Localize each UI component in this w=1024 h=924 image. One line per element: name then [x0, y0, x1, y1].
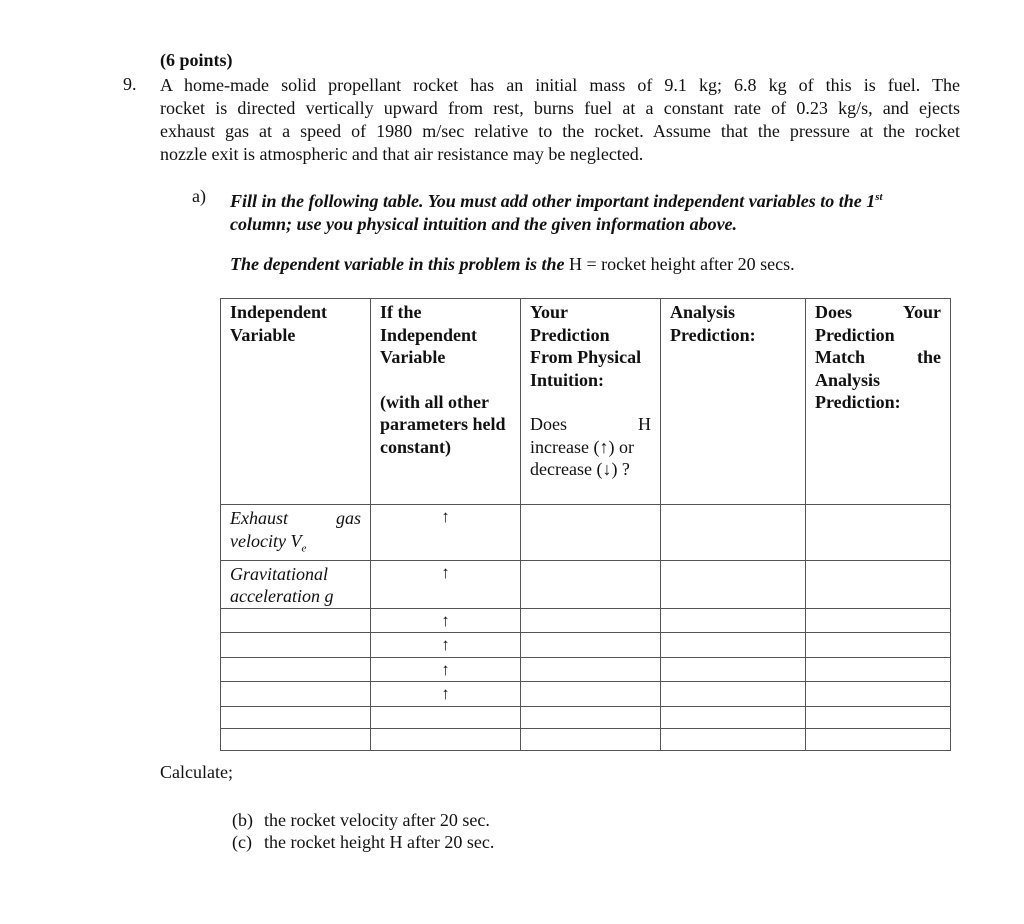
variable-word: velocity V [230, 530, 302, 551]
question-line: exhaust gas at a speed of 1980 m/sec relative to the rocket. Assume that the pressure at the rocket [160, 121, 960, 141]
arrow-cell: ↑ [371, 505, 521, 561]
match-input-cell[interactable] [806, 728, 951, 750]
header-does-h-note [530, 413, 651, 481]
item-label: (b) [232, 810, 253, 830]
variable-word: gas [335, 508, 361, 528]
dependent-prefix: The dependent variable in this problem is the [230, 254, 565, 274]
match-input-cell[interactable] [806, 706, 951, 728]
prediction-input-cell[interactable] [521, 560, 661, 608]
prediction-input-cell[interactable] [521, 608, 661, 633]
header-your-prediction [521, 299, 661, 505]
your-word: Your [902, 302, 941, 322]
variable-word: Gravitational [230, 563, 328, 584]
table-row [221, 505, 951, 561]
table-row [221, 728, 951, 750]
match-input-cell[interactable] [806, 505, 951, 561]
variable-input-cell[interactable] [221, 706, 371, 728]
prediction-word: Prediction [815, 324, 895, 345]
question-line: A home-made solid propellant rocket has an initial mass of 9.1 kg; 6.8 kg of this is fuel. The [160, 75, 960, 95]
arrow-cell: ↑ [371, 608, 521, 633]
dependent-suffix: H = rocket height after 20 secs. [569, 254, 795, 274]
the-word: the [917, 347, 941, 367]
question-number: 9. [123, 74, 137, 94]
table-row [221, 608, 951, 633]
arrow-cell [371, 706, 521, 728]
table-row [221, 560, 951, 608]
table-row [221, 633, 951, 658]
prediction-input-cell[interactable] [521, 657, 661, 682]
variable-input-cell[interactable] [221, 682, 371, 707]
variable-word: Exhaust [230, 508, 288, 528]
prediction-input-cell[interactable] [521, 505, 661, 561]
header-analysis-prediction: Analysis Prediction: [661, 299, 806, 505]
prediction-input-cell[interactable] [521, 706, 661, 728]
header-held-constant: (with all other parameters held constant) [380, 391, 506, 457]
points-label: (6 points) [160, 50, 233, 70]
prediction-table [220, 298, 951, 751]
match-input-cell[interactable] [806, 633, 951, 658]
superscript-st: st [875, 191, 883, 203]
analysis-input-cell[interactable] [661, 706, 806, 728]
variable-cell [221, 505, 371, 561]
prediction-input-cell[interactable] [521, 728, 661, 750]
part-a-instruction-line2: column; use you physical intuition and the given information above. [230, 214, 738, 234]
header-if-independent [371, 299, 521, 505]
header-does-match [806, 299, 951, 505]
analysis-input-cell[interactable] [661, 657, 806, 682]
table-row [221, 657, 951, 682]
match-input-cell[interactable] [806, 682, 951, 707]
item-text: the rocket height H after 20 sec. [264, 832, 495, 852]
item-text: the rocket velocity after 20 sec. [264, 810, 490, 830]
table-header-row [221, 299, 951, 505]
match-word: Match [815, 347, 865, 367]
prediction-input-cell[interactable] [521, 633, 661, 658]
table-row [221, 682, 951, 707]
increase-decrease-text: increase (↑) or decrease (↓) ? [530, 436, 634, 479]
analysis-input-cell[interactable] [661, 682, 806, 707]
calculate-item-c [232, 832, 494, 853]
arrow-cell: ↑ [371, 657, 521, 682]
does-word: Does [815, 302, 852, 322]
match-input-cell[interactable] [806, 657, 951, 682]
analysis-input-cell[interactable] [661, 608, 806, 633]
item-label: (c) [232, 832, 252, 852]
table-row [221, 706, 951, 728]
arrow-cell: ↑ [371, 560, 521, 608]
header-independent-variable: Independent Variable [221, 299, 371, 505]
dependent-variable-statement [230, 254, 795, 275]
analysis-input-cell[interactable] [661, 633, 806, 658]
variable-input-cell[interactable] [221, 728, 371, 750]
question-line: nozzle exit is atmospheric and that air resistance may be neglected. [160, 144, 644, 164]
analysis-input-cell[interactable] [661, 560, 806, 608]
prediction-input-cell[interactable] [521, 682, 661, 707]
variable-input-cell[interactable] [221, 633, 371, 658]
part-a-letter: a) [192, 186, 206, 206]
h-word: H [638, 414, 651, 434]
analysis-prediction-words: Analysis Prediction: [815, 369, 901, 412]
question-text [160, 74, 960, 166]
analysis-input-cell[interactable] [661, 505, 806, 561]
variable-input-cell[interactable] [221, 657, 371, 682]
part-a-instruction [230, 186, 945, 236]
variable-cell [221, 560, 371, 608]
question-line: rocket is directed vertically upward from rest, burns fuel at a constant rate of 0.23 kg/s, and ejects [160, 98, 960, 118]
variable-input-cell[interactable] [221, 608, 371, 633]
arrow-cell: ↑ [371, 682, 521, 707]
subscript-e: e [301, 542, 307, 555]
arrow-cell [371, 728, 521, 750]
does-word: Does [530, 414, 567, 434]
part-a-instruction-line1: Fill in the following table. You must add other important independent variables to the 1 [230, 191, 876, 211]
match-input-cell[interactable] [806, 608, 951, 633]
match-input-cell[interactable] [806, 560, 951, 608]
arrow-cell: ↑ [371, 633, 521, 658]
variable-word: acceleration g [230, 586, 334, 607]
calculate-item-b [232, 810, 490, 831]
analysis-input-cell[interactable] [661, 728, 806, 750]
header-your-prediction-main: Your Prediction From Physical Intuition: [530, 302, 642, 390]
header-if-independent-main: If the Independent Variable [380, 302, 478, 367]
calculate-heading: Calculate; [160, 762, 233, 782]
